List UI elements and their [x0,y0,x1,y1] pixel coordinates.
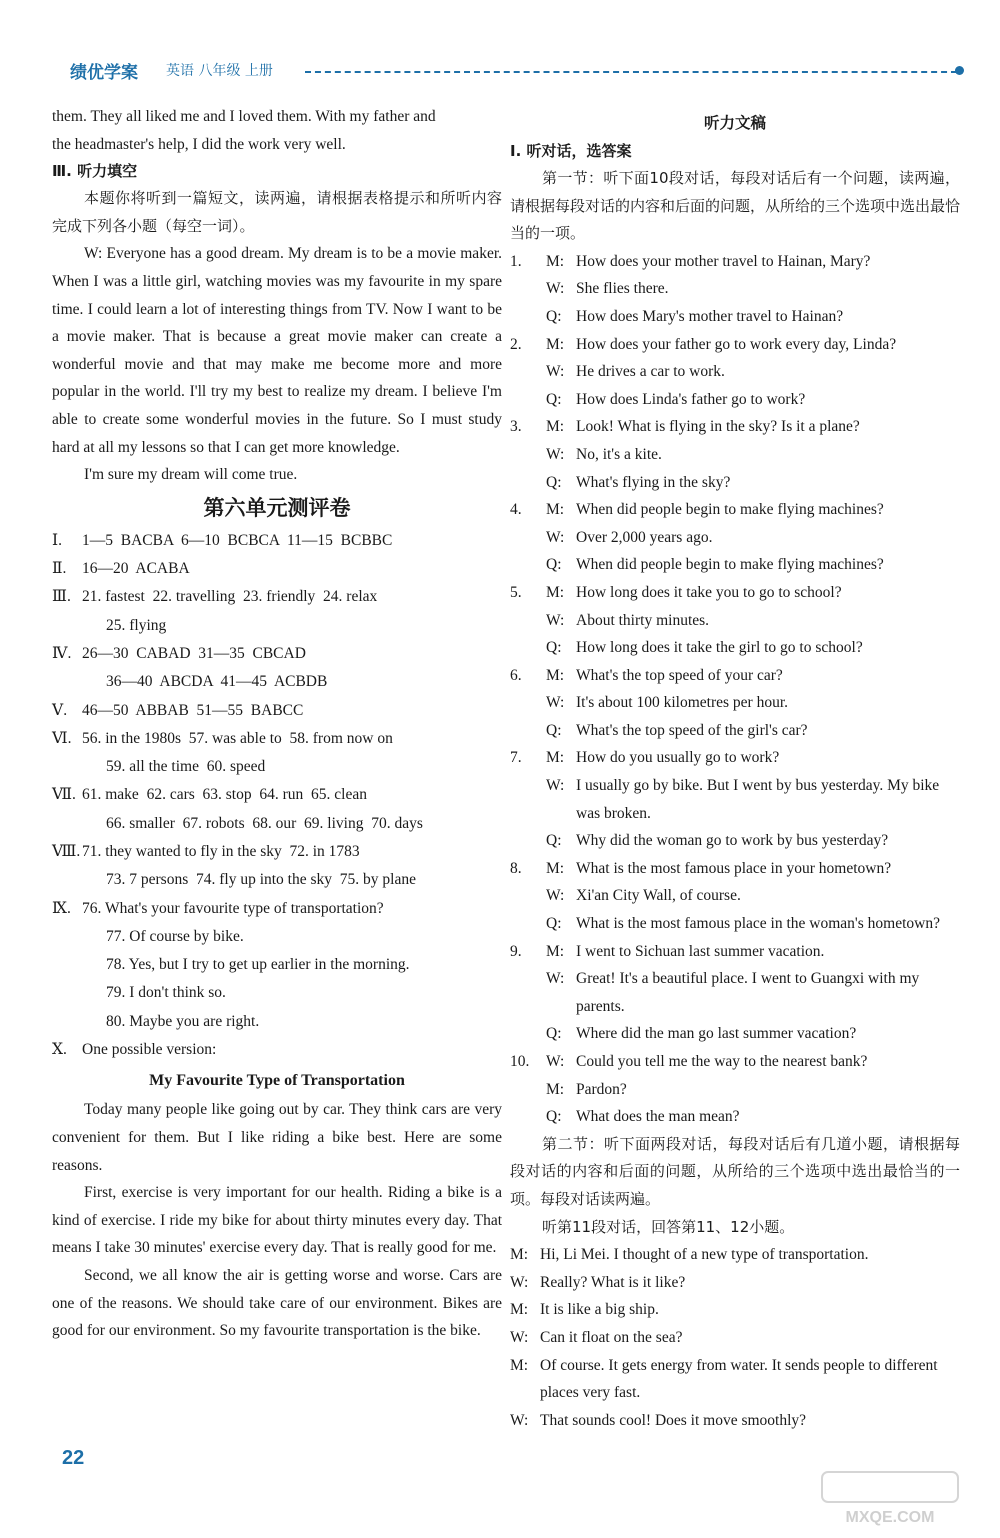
dialogue-line [510,1269,960,1297]
answer-row [52,951,502,979]
answer-row [52,979,502,1007]
dialogue-number [510,358,546,386]
answer-row [52,640,502,668]
page-header [70,58,965,84]
essay-paragraph: First, exercise is very important for our health. Riding a bike is a kind of exercise. I ride my bike for about thirty minutes every day. That means I take 30 minutes' exercise every day. That is really good for me. [52,1184,502,1257]
dialogue-text: Of course. It gets energy from water. It sends people to different places very fast. [540,1356,938,1402]
dialogue-number [510,827,546,855]
dialogue-line [510,248,960,276]
answer-section-label [52,979,82,1007]
answer-text: 76. What's your favourite type of transportation? [82,899,384,917]
dialogue-number [510,551,546,579]
listening-passage-close: I'm sure my dream will come true. [84,466,298,484]
dialogue-line [510,331,960,359]
dialogue-line [510,441,960,469]
intro-line: them. They all liked me and I loved them. With my father and [52,108,436,125]
speaker-label: W: [510,1328,529,1346]
dialogue-number [510,386,546,414]
dialogue-text: It is like a big ship. [540,1301,659,1319]
answer-section-label: Ⅱ. [52,560,67,578]
dialogue-line [510,358,960,386]
dialogue-number [510,965,546,1020]
speaker-label: W: [546,1053,565,1070]
dialogue-number: 9. [510,942,522,960]
answer-text: 36—40 ABCDA 41—45 ACBDB [106,673,328,691]
answer-text: 56. in the 1980s 57. was able to 58. from now on [82,729,393,747]
answer-section-label [52,612,82,640]
speaker-label: Q: [546,832,562,850]
answer-row [52,1008,502,1036]
answer-row [52,1036,502,1064]
dialogue-text: What's flying in the sky? [576,473,731,491]
answer-row [52,612,502,640]
essay-paragraph: Today many people like going out by car. They think cars are very convenient for them. But I like riding a bike best. Here are some reasons. [52,1101,502,1174]
dialogue-text: I went to Sichuan last summer vacation. [576,942,825,960]
dialogue-text: What's the top speed of your car? [576,666,783,684]
answer-section-label [52,951,82,979]
dialogue-text: How does your mother travel to Hainan, Mary? [576,252,871,270]
dialogue-line [510,938,960,966]
dialogue-number [510,275,546,303]
dialogue-text: When did people begin to make flying machines? [576,501,884,519]
dialogue-line [510,496,960,524]
dialogue-text: What is the most famous place in your hometown? [576,859,892,877]
answer-section-label [52,923,82,951]
section-instructions: 本题你将听到一篇短文，读两遍，请根据表格提示和所听内容完成下列各小题（每空一词）。 [52,189,502,235]
dialogue-text: What is the most famous place in the woman's hometown? [576,915,940,933]
answer-section-label [52,866,82,894]
dialogue-line [510,1296,960,1324]
dialogue-text: Why did the woman go to work by bus yesterday? [576,832,889,850]
dialogue-text: Look! What is flying in the sky? Is it a plane? [576,418,860,436]
dialogue-number: 7. [510,749,522,767]
watermark-text: MXQE.COM [845,1509,935,1526]
answer-row [52,781,502,809]
speaker-label: M: [546,666,565,684]
dialogue-text: When did people begin to make flying machines? [576,556,884,574]
dialogue-line [510,882,960,910]
answer-section-label: Ⅸ. [52,899,71,917]
dialogue-list [510,248,960,1131]
answer-section-label: Ⅰ. [52,531,62,549]
speaker-label: W: [546,970,565,988]
dialogue-number [510,717,546,745]
dialogue-number [510,772,546,827]
answer-text: 79. I don't think so. [106,984,226,1002]
speaker-label: W: [510,1411,529,1429]
dialogue-line [510,634,960,662]
answer-row [52,810,502,838]
speaker-label: Q: [546,1108,562,1126]
answer-text: 71. they wanted to fly in the sky 72. in 1783 [82,842,360,860]
answer-row [52,725,502,753]
speaker-label: W: [546,777,565,795]
answer-text: 21. fastest 22. travelling 23. friendly 24. relax [82,588,378,606]
speaker-label: W: [546,445,565,463]
answer-text: 1—5 BACBA 6—10 BCBCA 11—15 BCBBC [82,531,393,549]
dialogue-line [510,744,960,772]
dialogue-line [510,1407,960,1435]
dialogue-text: How long does it take the girl to go to school? [576,639,863,657]
dialogue-11 [510,1241,960,1434]
dialogue-text: That sounds cool! Does it move smoothly? [540,1411,807,1429]
answer-section-label: Ⅷ. [52,842,81,860]
speaker-label: Q: [546,915,562,933]
speaker-label: M: [546,583,565,601]
dialogue-text: Where did the man go last summer vacation? [576,1025,857,1043]
answer-text: 46—50 ABBAB 51—55 BABCC [82,701,304,719]
left-column [52,103,502,1345]
answer-text: 80. Maybe you are right. [106,1012,260,1030]
speaker-label: W: [510,1273,529,1291]
speaker-label: W: [546,887,565,905]
dialogue-text: Xi'an City Wall, of course. [576,887,741,905]
dialogue-text: What's the top speed of the girl's car? [576,721,808,739]
speaker-label: Q: [546,390,562,408]
speaker-label: M: [546,749,565,767]
answer-section-label: Ⅴ. [52,701,68,719]
section-heading: Ⅰ. 听对话，选答案 [510,142,632,160]
dialogue-number: 6. [510,666,522,684]
dialogue-line [510,1241,960,1269]
dialogue-number [510,634,546,662]
answer-section-label [52,668,82,696]
dialogue-number [510,469,546,497]
part2-subheading: 听第11段对话，回答第11、12小题。 [542,1217,795,1236]
dialogue-text: How does Mary's mother travel to Hainan? [576,307,844,325]
dialogue-text: I usually go by bike. But I went by bus yesterday. My bike was broken. [576,777,940,822]
answer-section-label [52,810,82,838]
speaker-label: W: [546,528,565,546]
dialogue-text: About thirty minutes. [576,611,710,629]
dialogue-text: How do you usually go to work? [576,749,780,767]
speaker-label: M: [546,252,565,270]
dialogue-number [510,882,546,910]
speaker-label: M: [546,418,565,436]
page-number: 22 [62,1447,85,1469]
dialogue-text: He drives a car to work. [576,363,725,381]
dialogue-line [510,772,960,827]
answer-row [52,583,502,611]
dialogue-line [510,910,960,938]
dialogue-line [510,1076,960,1104]
dialogue-number [510,910,546,938]
dialogue-number [510,689,546,717]
dialogue-number: 5. [510,583,522,601]
dialogue-line [510,469,960,497]
header-subject: 英语 八年级 上册 [166,63,273,79]
dialogue-line [510,965,960,1020]
dialogue-line [510,1048,960,1076]
dialogue-text: What does the man mean? [576,1108,740,1126]
speaker-label: M: [546,859,565,877]
dialogue-line [510,662,960,690]
watermark-logo [820,1470,960,1528]
speaker-label: M: [546,501,565,519]
speaker-label: M: [546,335,565,353]
dialogue-line [510,1020,960,1048]
brand-logo: 绩优学案 [70,63,138,83]
answer-row [52,838,502,866]
dialogue-number [510,607,546,635]
dialogue-number: 3. [510,418,522,436]
speaker-label: Q: [546,1025,562,1043]
speaker-label: Q: [546,721,562,739]
speaker-label: Q: [546,473,562,491]
dialogue-line [510,524,960,552]
essay-title: My Favourite Type of Transportation [149,1072,405,1090]
dialogue-number [510,1103,546,1131]
dialogue-text: Pardon? [576,1080,627,1098]
listening-passage: W: Everyone has a good dream. My dream is to be a movie maker. When I was a little girl, watching movies was my favourite in my spare time. I could learn a lot of interesting things from TV. Now I want to be a movie maker. That is because a great movie maker can create a wonderful movie and that may make me become more and more popular in the world. I'll try my best to realize my dream. I believe I'm able to create some wonderful movies in the future. So I must study hard at all my lessons so that I can get more knowledge. [52,245,502,456]
answer-section-label [52,1008,82,1036]
dialogue-line [510,551,960,579]
answer-text: 59. all the time 60. speed [106,758,266,776]
answer-section-label: Ⅵ. [52,729,72,747]
dialogue-text: Hi, Li Mei. I thought of a new type of transportation. [540,1246,869,1264]
header-dashed-rule [305,71,957,73]
answer-text: 78. Yes, but I try to get up earlier in the morning. [106,956,410,974]
speaker-label: W: [546,611,565,629]
header-dot-icon [955,66,964,75]
dialogue-number [510,441,546,469]
speaker-label: M: [510,1356,529,1374]
dialogue-line [510,413,960,441]
right-column [510,110,960,1434]
answer-section-label: Ⅲ. [52,588,71,606]
answer-text: One possible version: [82,1041,217,1059]
answer-row [52,527,502,555]
answer-text: 26—30 CABAD 31—35 CBCAD [82,644,306,662]
dialogue-text: How long does it take you to go to school? [576,583,842,601]
dialogue-number [510,1020,546,1048]
speaker-label: M: [510,1301,529,1319]
dialogue-number [510,303,546,331]
answer-row [52,697,502,725]
dialogue-number [510,1076,546,1104]
answer-section-label: Ⅹ. [52,1041,67,1059]
answer-row [52,923,502,951]
answer-section-label: Ⅶ. [52,786,76,804]
answer-text: 73. 7 persons 74. fly up into the sky 75. by plane [106,871,416,889]
dialogue-text: How does your father go to work every day, Linda? [576,335,897,353]
speaker-label: Q: [546,639,562,657]
dialogue-text: Over 2,000 years ago. [576,528,713,546]
part2-instructions: 第二节：听下面两段对话，每段对话后有几道小题，请根据每段对话的内容和后面的问题，从所给的三个选项中选出最恰当的一项。每段对话读两遍。 [510,1134,960,1208]
speaker-label: M: [546,1080,565,1098]
dialogue-number: 8. [510,859,522,877]
answer-section-label: Ⅳ. [52,644,72,662]
answer-row [52,866,502,894]
answer-text: 61. make 62. cars 63. stop 64. run 65. clean [82,786,367,804]
dialogue-text: She flies there. [576,280,669,298]
dialogue-line [510,303,960,331]
transcript-title: 听力文稿 [703,114,766,132]
speaker-label: Q: [546,307,562,325]
dialogue-text: Can it float on the sea? [540,1328,683,1346]
speaker-label: M: [510,1246,529,1264]
speaker-label: M: [546,942,565,960]
dialogue-line [510,275,960,303]
dialogue-number: 1. [510,252,522,270]
speaker-label: W: [546,694,565,712]
speaker-label: W: [546,363,565,381]
answer-text: 77. Of course by bike. [106,927,244,945]
answer-row [52,555,502,583]
dialogue-number: 2. [510,335,522,353]
dialogue-text: Could you tell me the way to the nearest bank? [576,1053,868,1070]
dialogue-number [510,524,546,552]
speaker-label: W: [546,280,565,298]
dialogue-line [510,1103,960,1131]
part1-instructions: 第一节：听下面10段对话，每段对话后有一个问题，读两遍，请根据每段对话的内容和后面的问题，从所给的三个选项中选出最恰当的一项。 [510,169,961,243]
dialogue-line [510,579,960,607]
dialogue-text: No, it's a kite. [576,445,662,463]
dialogue-line [510,689,960,717]
essay-paragraph: Second, we all know the air is getting worse and worse. Cars are one of the reasons. We should take care of our environment. Bikes are good for our environment. So my favourite transportation is the bike. [52,1266,502,1340]
dialogue-text: How does Linda's father go to work? [576,390,806,408]
dialogue-line [510,1352,960,1407]
dialogue-text: Great! It's a beautiful place. I went to Guangxi with my parents. [576,970,920,1015]
speaker-label: Q: [546,556,562,574]
dialogue-line [510,386,960,414]
dialogue-text: It's about 100 kilometres per hour. [576,694,789,712]
dialogue-line [510,855,960,883]
answer-row [52,668,502,696]
answer-row [52,895,502,923]
unit-title: 第六单元测评卷 [203,495,351,520]
answer-text: 25. flying [106,616,167,634]
dialogue-line [510,717,960,745]
dialogue-line [510,607,960,635]
answer-text: 16—20 ACABA [82,560,190,578]
dialogue-text: Really? What is it like? [540,1273,686,1291]
section-heading: Ⅲ. 听力填空 [52,162,138,181]
dialogue-line [510,827,960,855]
answer-section-label [52,753,82,781]
answer-row [52,753,502,781]
intro-line: the headmaster's help, I did the work very well. [52,135,346,153]
answer-text: 66. smaller 67. robots 68. our 69. living 70. days [106,814,423,832]
answer-key [52,527,502,1065]
dialogue-line [510,1324,960,1352]
dialogue-number: 4. [510,501,522,519]
dialogue-number: 10. [510,1053,530,1070]
